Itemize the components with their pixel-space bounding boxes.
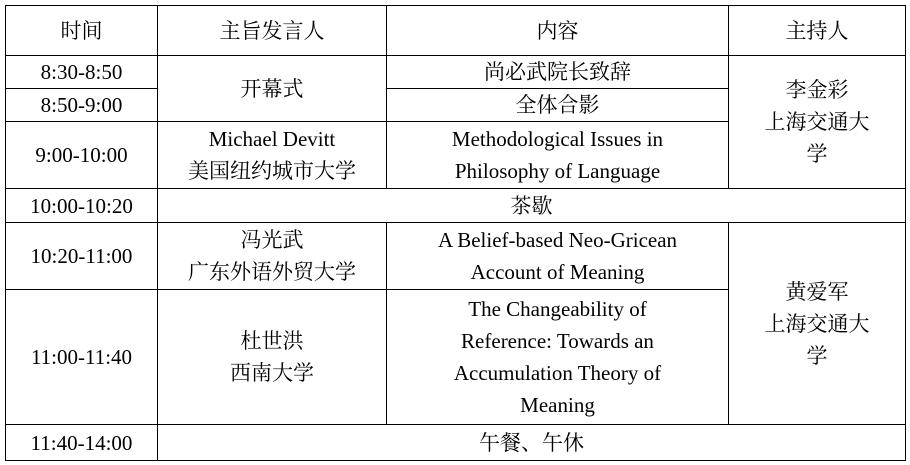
time-cell: 8:50-9:00: [6, 89, 158, 122]
break-cell: 午餐、午休: [158, 425, 906, 461]
host-affiliation-cont: 学: [806, 343, 828, 368]
break-cell: 茶歇: [158, 189, 906, 223]
schedule-table: [5, 5, 906, 461]
speaker-name: 杜世洪: [240, 329, 304, 353]
header-time: 时间: [6, 6, 158, 56]
content-cell: 尚必武院长致辞: [387, 56, 729, 89]
speaker-affiliation: 广东外语外贸大学: [188, 260, 356, 284]
talk-title-line: Accumulation Theory of: [453, 361, 662, 385]
content-cell: 全体合影: [387, 89, 729, 122]
talk-title-line: The Changeability of: [468, 297, 647, 321]
time-cell: 9:00-10:00: [6, 122, 158, 189]
speaker-cell: [158, 290, 387, 425]
content-cell: [387, 122, 729, 189]
speaker-name: 冯光武: [240, 228, 304, 252]
table-row: [6, 223, 906, 290]
talk-title-line: Reference: Towards an: [461, 329, 654, 353]
talk-title-line: Methodological Issues in: [451, 127, 664, 151]
host-affiliation: 上海交通大: [764, 311, 870, 336]
host-cell: [729, 56, 906, 189]
speaker-name: Michael Devitt: [208, 127, 336, 151]
host-affiliation: 上海交通大: [764, 110, 870, 134]
header-row: [6, 6, 906, 56]
talk-title-line: A Belief-based Neo-Gricean: [437, 228, 678, 252]
speaker-cell: [158, 223, 387, 290]
table-row: [6, 56, 906, 89]
host-name: 李金彩: [785, 78, 849, 102]
time-cell: 10:20-11:00: [6, 223, 158, 290]
time-cell: 11:40-14:00: [6, 425, 158, 461]
host-affiliation-cont: 学: [806, 142, 828, 166]
speaker-affiliation: 美国纽约城市大学: [188, 159, 356, 183]
time-cell: 8:30-8:50: [6, 56, 158, 89]
host-name: 黄爱军: [785, 279, 849, 304]
speaker-cell: [158, 122, 387, 189]
time-cell: 10:00-10:20: [6, 189, 158, 223]
header-content: 内容: [387, 6, 729, 56]
content-cell: [387, 223, 729, 290]
time-cell: 11:00-11:40: [6, 290, 158, 425]
table-row: [6, 425, 906, 461]
talk-title-line: Meaning: [520, 393, 595, 417]
speaker-affiliation: 西南大学: [230, 361, 314, 385]
talk-title-line: Account of Meaning: [470, 260, 645, 284]
header-host: 主持人: [729, 6, 906, 56]
content-cell: [387, 290, 729, 425]
speaker-cell: 开幕式: [158, 56, 387, 122]
host-cell: [729, 223, 906, 425]
table-row: [6, 189, 906, 223]
header-speaker: 主旨发言人: [158, 6, 387, 56]
talk-title-line: Philosophy of Language: [454, 159, 661, 183]
